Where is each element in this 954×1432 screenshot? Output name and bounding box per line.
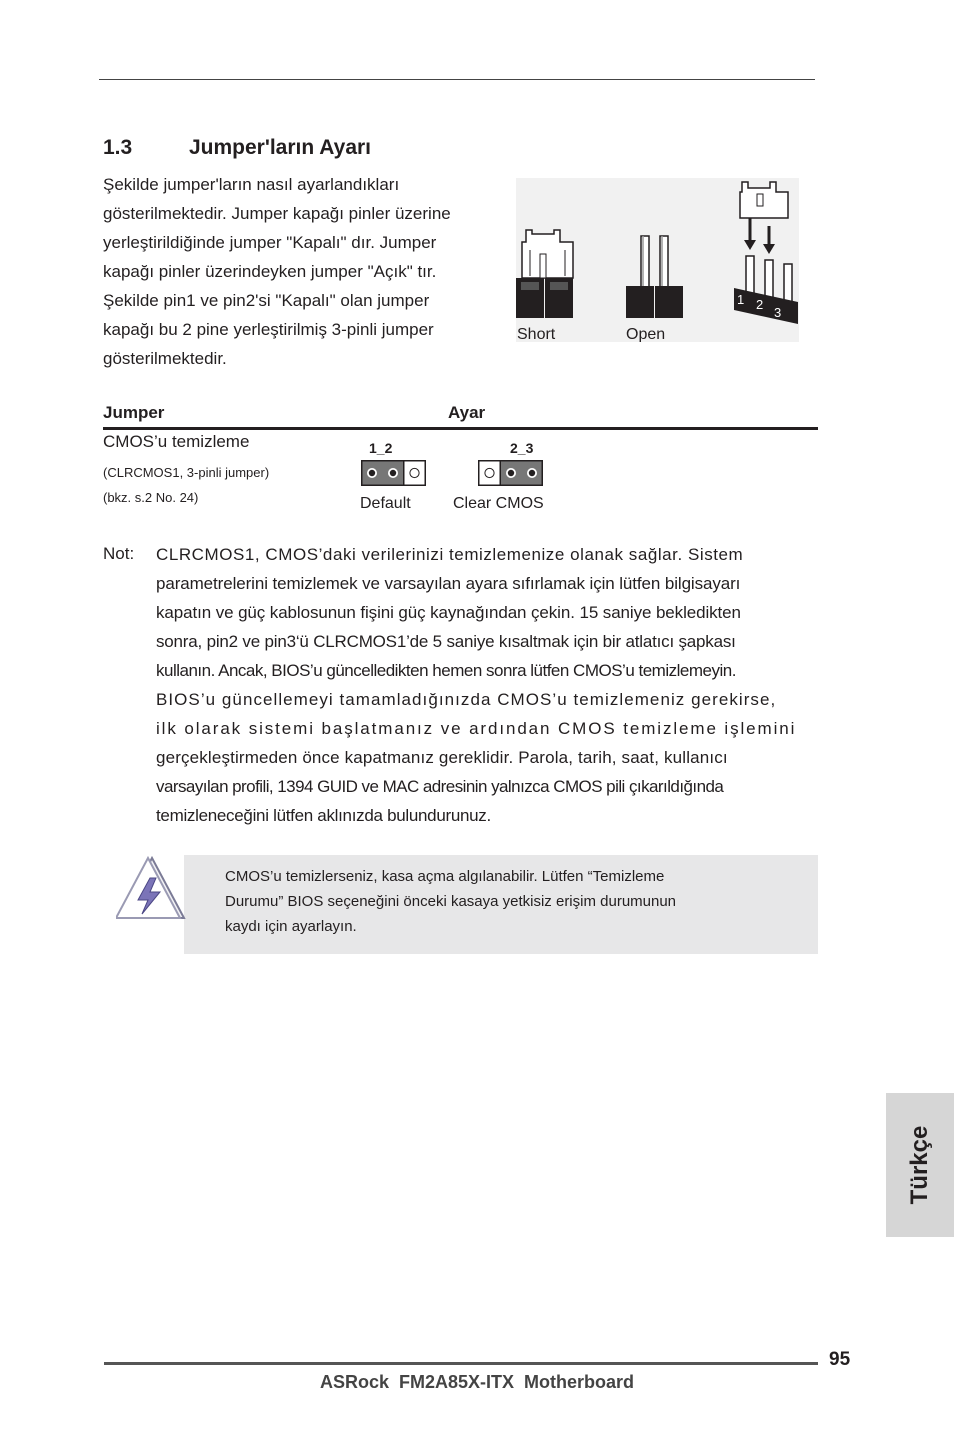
pins-label-default: 1_2 (369, 440, 393, 456)
warning-line: kaydı için ayarlayın. (225, 918, 357, 935)
note-line: parametrelerini temizlemek ve varsayılan ayara sıfırlamak için lütfen bilgisayarı (156, 574, 741, 593)
short-jumper (516, 230, 573, 318)
language-tab (886, 1093, 954, 1237)
note-line: kullanın. Ancak, BIOS’u güncelledikten hemen sonra lütfen CMOS’u temizlemeyin. (156, 661, 736, 680)
jumper-reference: (bkz. s.2 No. 24) (103, 490, 199, 505)
open-label: Open (626, 326, 666, 342)
note-line: CLRCMOS1, CMOS’daki verilerinizi temizlemenize olanak sağlar. Sistem (156, 545, 744, 564)
warning-text (225, 864, 676, 939)
note-paragraph (156, 540, 818, 830)
note-line: ilk olarak sistemi başlatmanız ve ardından CMOS temizleme işlemini (156, 719, 797, 738)
intro-line: kapağı bu 2 pine yerleştirilmiş 3-pinli jumper (103, 320, 434, 339)
warning-line: CMOS’u temizlerseniz, kasa açma algılanabilir. Lütfen “Temizleme (225, 868, 665, 885)
note-line: kapatın ve güç kablosunun fişini güç kaynağından çekin. 15 saniye bekledikten (156, 603, 741, 622)
intro-paragraph (103, 170, 503, 373)
page-number: 95 (829, 1349, 851, 1370)
table-header-rule (103, 427, 818, 430)
note-line: gerçekleştirmeden önce kapatmanız gereklidir. Parola, tarih, saat, kullanıcı (156, 748, 728, 767)
jumper-illustration (516, 178, 799, 342)
intro-line: yerleştirildiğinde jumper "Kapalı" dır. Jumper (103, 233, 437, 252)
table-header-setting: Ayar (448, 403, 486, 422)
jumper-name: CMOS’u temizleme (103, 432, 250, 451)
open-jumper (626, 236, 683, 318)
note-label: Not: (103, 544, 135, 563)
pin-number-1: 1 (737, 292, 745, 307)
pin-diagram-clear-cmos (478, 460, 544, 486)
note-line: temizleneceğini lütfen aklınızda bulundurunuz. (156, 806, 491, 825)
intro-line: gösterilmektedir. (103, 349, 227, 368)
section-number: 1.3 (103, 136, 133, 159)
note-line: sonra, pin2 ve pin3‘ü CLRCMOS1’de 5 saniye kısaltmak için bir atlatıcı şapkası (156, 632, 736, 651)
pins-label-clear: 2_3 (510, 440, 534, 456)
section-title: Jumper'ların Ayarı (189, 136, 372, 159)
intro-line: kapağı pinler üzerindeyken jumper "Açık" tır. (103, 262, 437, 281)
table-header-jumper: Jumper (103, 403, 165, 422)
caption-default: Default (360, 495, 411, 512)
intro-line: gösterilmektedir. Jumper kapağı pinler üzerine (103, 204, 451, 223)
note-line: varsayılan profili, 1394 GUID ve MAC adresinin yalnızca CMOS pili çıkarıldığında (156, 777, 724, 796)
footer-title: ASRock FM2A85X-ITX Motherboard (319, 1372, 635, 1392)
warning-triangle-icon (116, 856, 186, 920)
intro-line: Şekilde jumper'ların nasıl ayarlandıkları (103, 175, 400, 194)
pin-number-3: 3 (774, 305, 782, 320)
jumper-figure (516, 178, 799, 342)
pin-diagram-default (361, 460, 427, 486)
bottom-rule (104, 1362, 818, 1365)
note-line: BIOS’u güncellemeyi tamamladığınızda CMOS’u temizlemeniz gerekirse, (156, 690, 777, 709)
short-label: Short (517, 326, 556, 342)
warning-line: Durumu” BIOS seçeneğini önceki kasaya yetkisiz erişim durumunun (225, 893, 677, 910)
language-tab-label: Türkçe (906, 1125, 933, 1205)
top-rule (99, 79, 815, 80)
three-pin-jumper (734, 182, 798, 324)
caption-clear-cmos: Clear CMOS (453, 495, 544, 512)
pin-number-2: 2 (756, 297, 764, 312)
intro-line: Şekilde pin1 ve pin2'si "Kapalı" olan jumper (103, 291, 430, 310)
jumper-detail: (CLRCMOS1, 3-pinli jumper) (103, 465, 270, 480)
